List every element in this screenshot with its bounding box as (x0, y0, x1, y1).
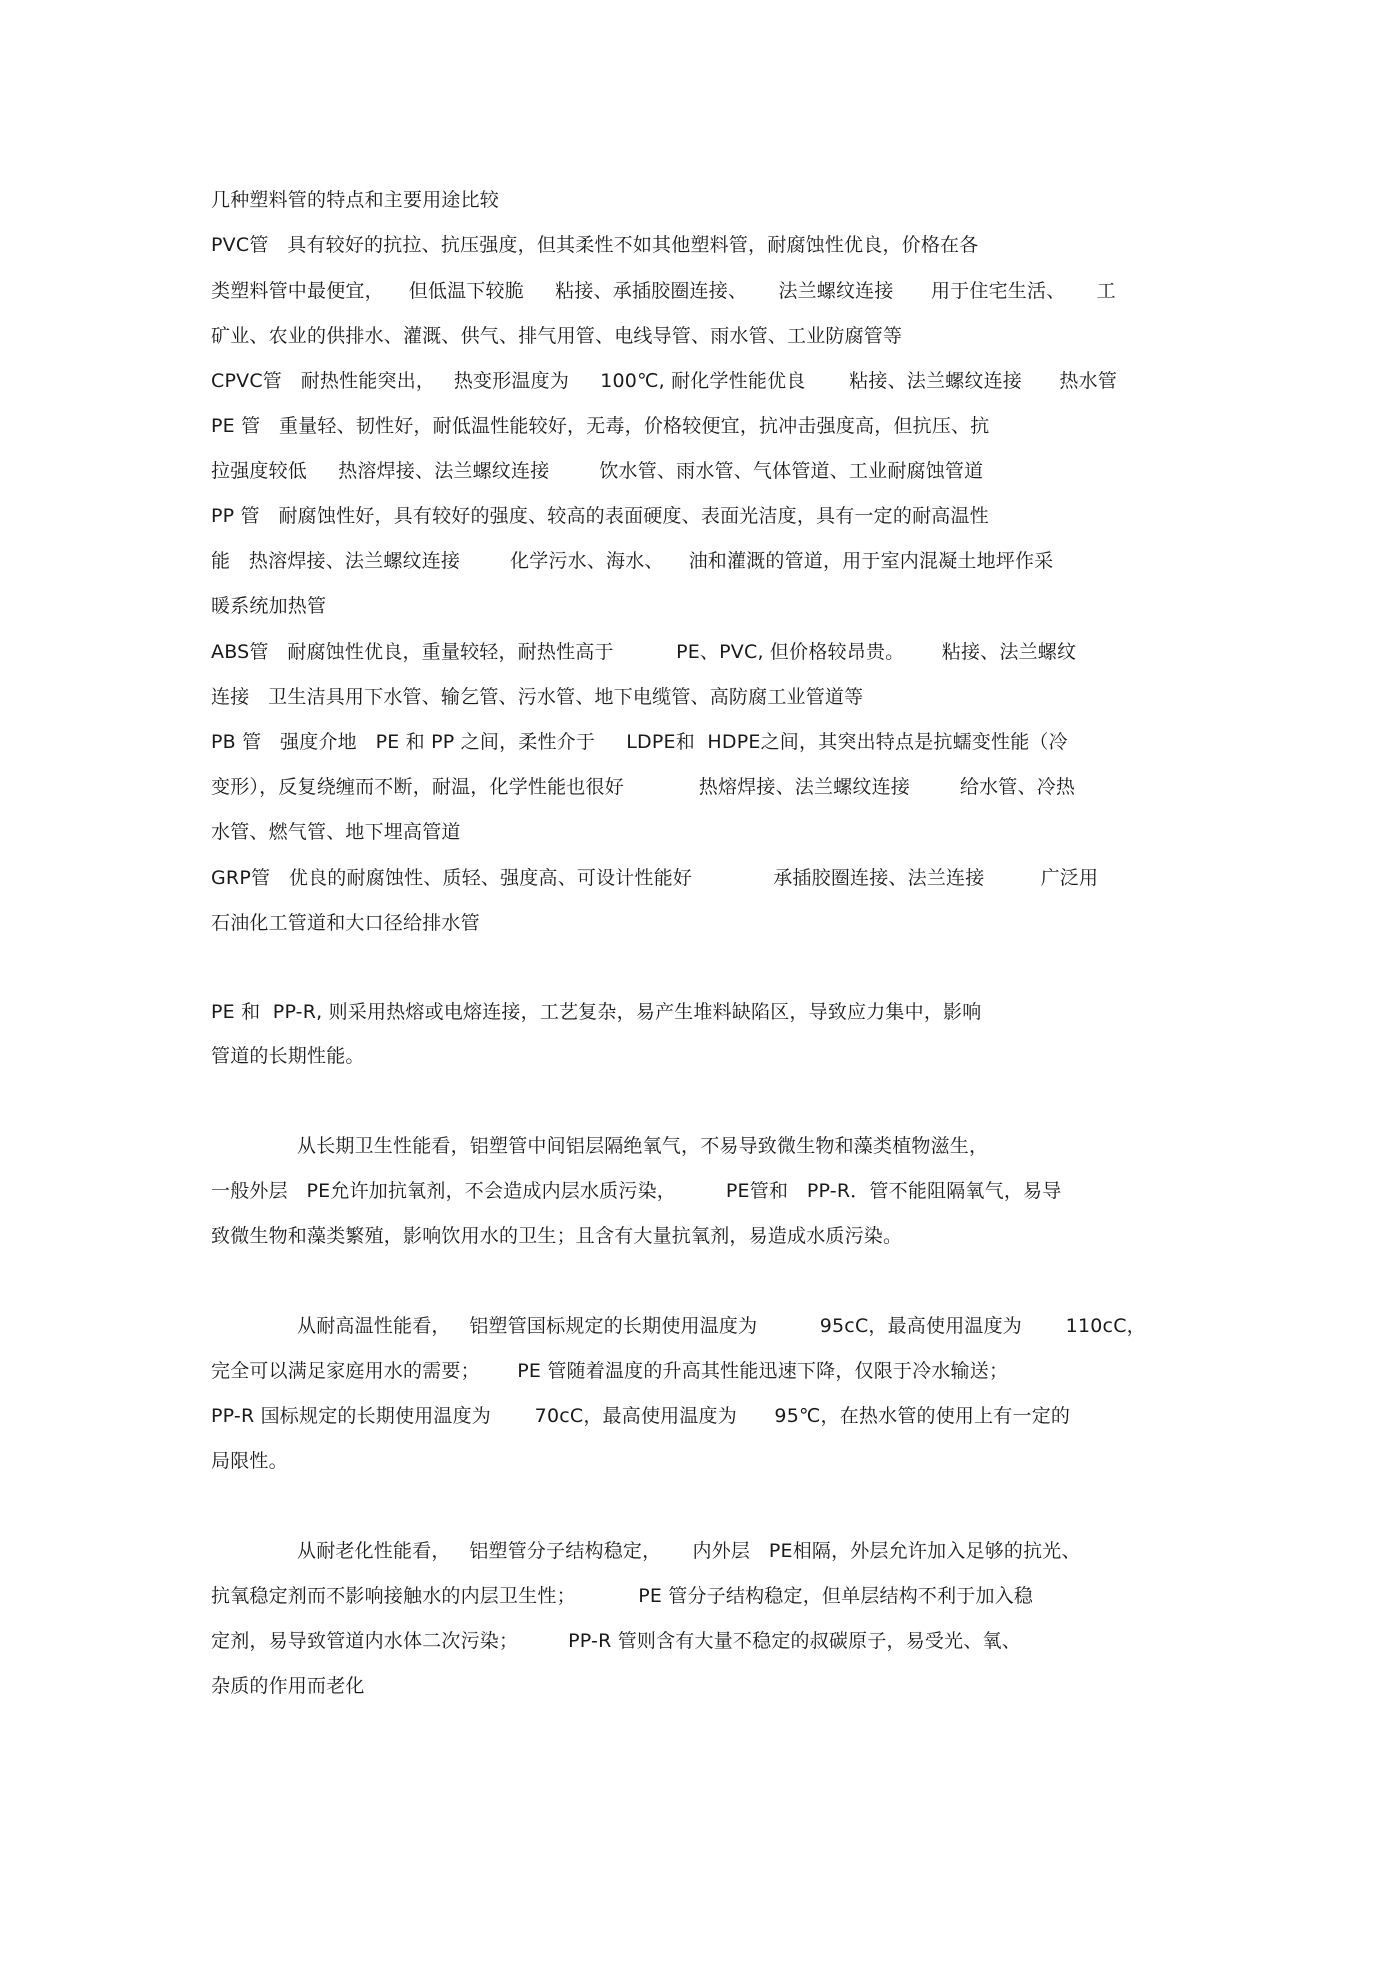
text-line: PB 管 强度介地 PE 和 PP 之间，柔性介于 LDPE和 HDPE之间，其突出特点是抗蠕变性能（冷 (211, 731, 1068, 753)
text-line: 拉强度较低 热溶焊接、法兰螺纹连接 饮水管、雨水管、气体管道、工业耐腐蚀管道 (211, 460, 984, 482)
text-line: ABS管 耐腐蚀性优良，重量较轻，耐热性高于 PE、PVC, 但价格较昂贵。 粘接、法兰螺纹 (211, 641, 1077, 663)
text-line: 石油化工管道和大口径给排水管 (211, 912, 480, 934)
document-title: 几种塑料管的特点和主要用途比较 (211, 189, 500, 211)
text-line: 连接 卫生洁具用下水管、输乞管、污水管、地下电缆管、高防腐工业管道等 (211, 686, 864, 708)
text-line: PE 和 PP-R, 则采用热熔或电熔连接，工艺复杂，易产生堆料缺陷区，导致应力集中，影响 (211, 1001, 982, 1023)
text-line: 变形），反复绕缠而不断，耐温，化学性能也很好 热熔焊接、法兰螺纹连接 给水管、冷热 (211, 776, 1076, 798)
text-line: 能 热溶焊接、法兰螺纹连接 化学污水、海水、 油和灌溉的管道，用于室内混凝土地坪作采 (211, 550, 1054, 572)
text-line: PE 管 重量轻、韧性好，耐低温性能较好，无毒，价格较便宜，抗冲击强度高，但抗压、抗 (211, 415, 990, 437)
text-line: PVC管 具有较好的抗拉、抗压强度，但其柔性不如其他塑料管，耐腐蚀性优良，价格在各 (211, 234, 979, 256)
text-line: 水管、燃气管、地下埋高管道 (211, 821, 461, 843)
text-line: 管道的长期性能。 (211, 1045, 365, 1067)
text-line: 致微生物和藻类繁殖，影响饮用水的卫生；且含有大量抗氧剂，易造成水质污染。 (211, 1225, 903, 1247)
text-line: 类塑料管中最便宜， 但低温下较脆 粘接、承插胶圈连接、 法兰螺纹连接 用于住宅生活、 工 (211, 280, 1116, 302)
text-line: 定剂，易导致管道内水体二次污染； PP-R 管则含有大量不稳定的叔碳原子，易受光、氧、 (211, 1630, 1021, 1652)
text-line: 局限性。 (211, 1450, 288, 1472)
text-line: 完全可以满足家庭用水的需要； PE 管随着温度的升高其性能迅速下降，仅限于冷水输送； (211, 1360, 1009, 1382)
paragraph-first-line: 从长期卫生性能看，铝塑管中间铝层隔绝氧气，不易导致微生物和藻类植物滋生， (297, 1135, 989, 1157)
text-line: 杂质的作用而老化 (211, 1675, 365, 1697)
text-line: 抗氧稳定剂而不影响接触水的内层卫生性； PE 管分子结构稳定，但单层结构不利于加入稳 (211, 1585, 1034, 1607)
paragraph-first-line: 从耐老化性能看， 铝塑管分子结构稳定， 内外层 PE相隔，外层允许加入足够的抗光、 (297, 1540, 1081, 1562)
text-line: PP-R 国标规定的长期使用温度为 70cC，最高使用温度为 95℃，在热水管的使用上有一定的 (211, 1405, 1071, 1427)
paragraph-first-line: 从耐高温性能看， 铝塑管国标规定的长期使用温度为 95cC，最高使用温度为 110cC， (297, 1315, 1146, 1337)
text-line: 一般外层 PE允许加抗氧剂，不会造成内层水质污染， PE管和 PP-R．管不能阻隔氧气，易导 (211, 1180, 1062, 1202)
text-line: PP 管 耐腐蚀性好，具有较好的强度、较高的表面硬度、表面光洁度，具有一定的耐高温性 (211, 505, 989, 527)
text-line: GRP管 优良的耐腐蚀性、质轻、强度高、可设计性能好 承插胶圈连接、法兰连接 广泛用 (211, 867, 1099, 889)
text-line: 暖系统加热管 (211, 595, 327, 617)
text-line: CPVC管 耐热性能突出， 热变形温度为 100℃, 耐化学性能优良 粘接、法兰螺纹连接 热水管 (211, 370, 1118, 392)
text-line: 矿业、农业的供排水、灌溉、供气、排气用管、电线导管、雨水管、工业防腐管等 (211, 325, 903, 347)
